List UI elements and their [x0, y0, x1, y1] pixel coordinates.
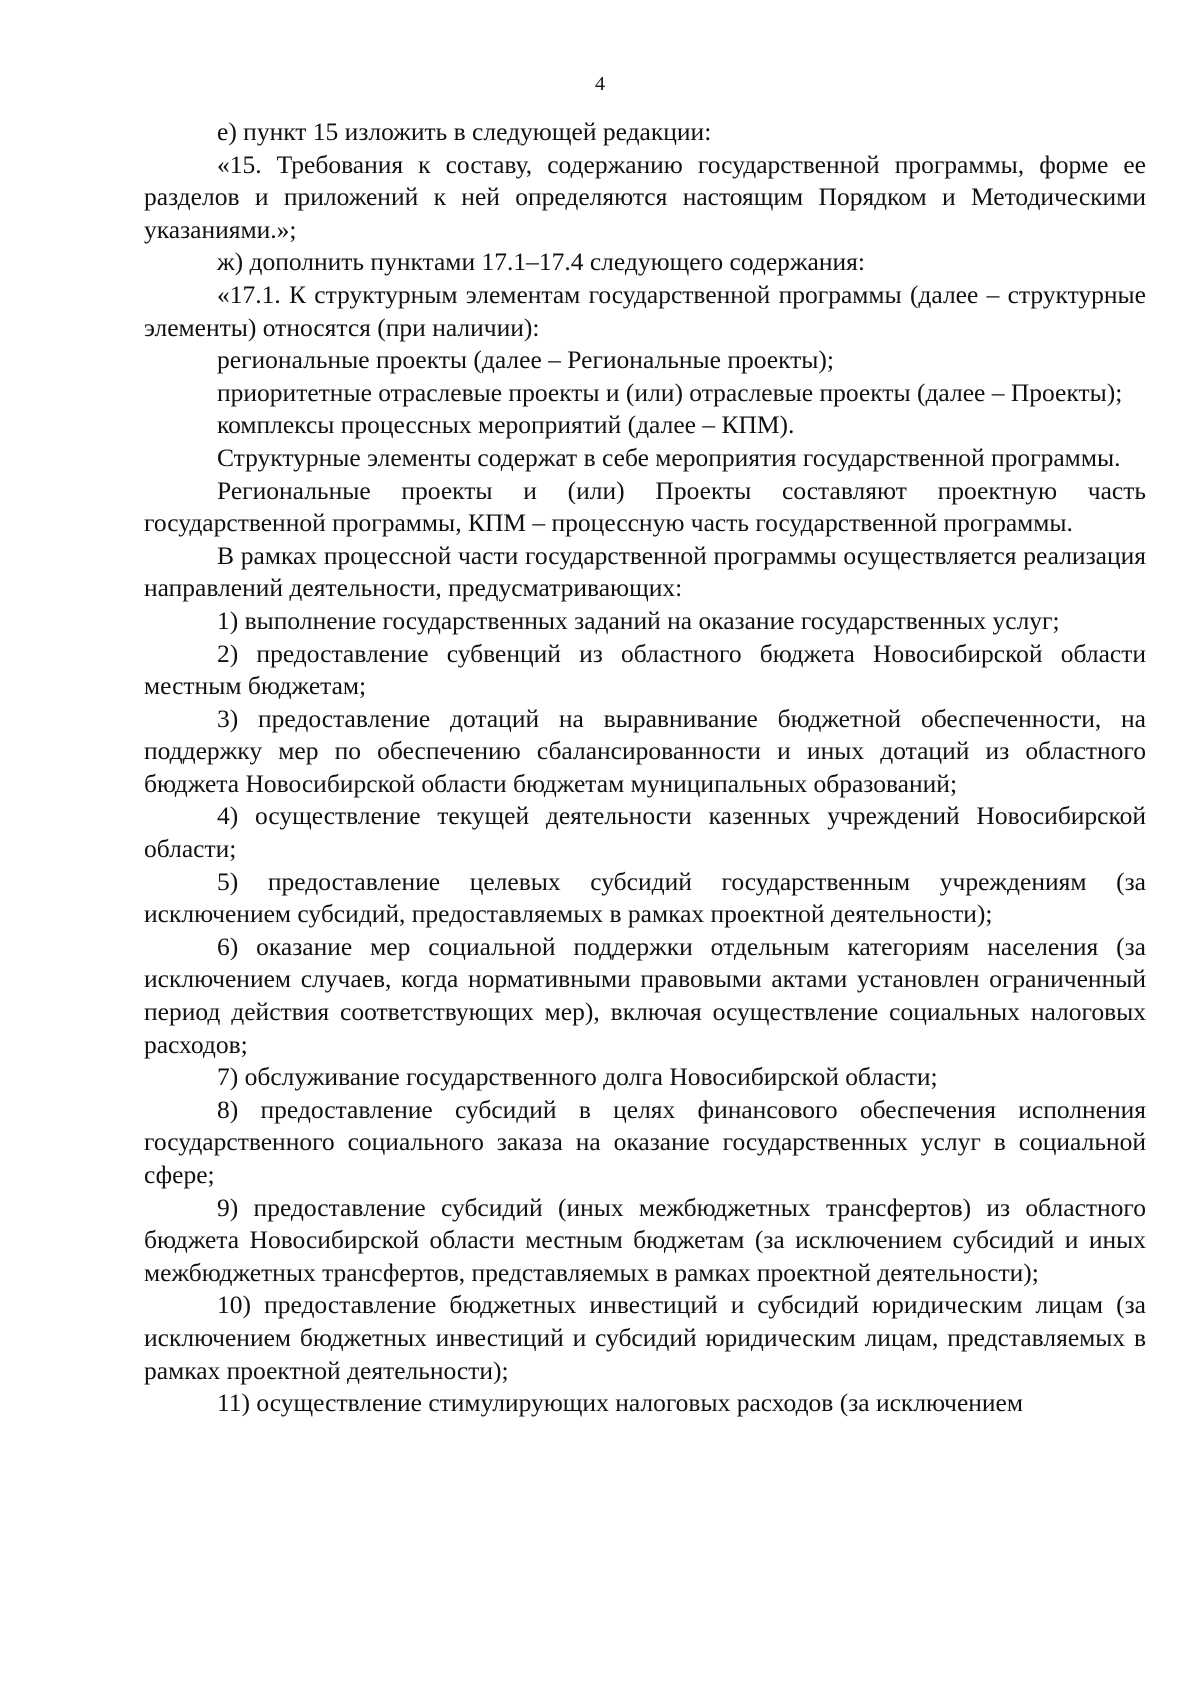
paragraph-clause-15: «15. Требования к составу, содержанию государственной программы, форме ее разделов и приложений к ней определяются настоящим Порядком и Методическими указаниями.»; [144, 149, 1146, 244]
paragraph-structural-elements: Структурные элементы содержат в себе мероприятия государственной программы. [217, 442, 1121, 472]
list-item-10: 10) предоставление бюджетных инвестиций и субсидий юридическим лицам (за исключением бюджетных инвестиций и субсидий юридическим лицам, представляемых в рамках проектной деятельности); [144, 1290, 1146, 1385]
list-item-2: 2) предоставление субвенций из областного бюджета Новосибирской области местным бюджетам; [144, 638, 1146, 701]
list-item-7: 7) обслуживание государственного долга Новосибирской области; [217, 1062, 938, 1092]
list-item-3: 3) предоставление дотаций на выравнивание бюджетной обеспеченности, на поддержку мер по обеспечению сбалансированности и иных дотаций из областного бюджета Новосибирской области бюджетам муниципальных образований; [144, 703, 1146, 798]
paragraph-item-zh: ж) дополнить пунктами 17.1–17.4 следующего содержания: [217, 247, 865, 277]
list-item-9: 9) предоставление субсидий (иных межбюджетных трансфертов) из областного бюджета Новосибирской области местным бюджетам (за исключением субсидий и иных межбюджетных трансфертов, представляемых в рамках проектной деятельности); [144, 1192, 1146, 1287]
paragraph-priority-projects: приоритетные отраслевые проекты и (или) отраслевые проекты (далее – Проекты); [217, 377, 1123, 407]
paragraph-kpm: комплексы процессных мероприятий (далее – КПМ). [217, 410, 795, 440]
paragraph-clause-17-1: «17.1. К структурным элементам государственной программы (далее – структурные элементы) относятся (при наличии): [144, 279, 1146, 342]
list-item-4: 4) осуществление текущей деятельности казенных учреждений Новосибирской области; [144, 801, 1146, 864]
document-body [144, 116, 1146, 1420]
paragraph-process-part: В рамках процессной части государственной программы осуществляется реализация направлений деятельности, предусматривающих: [144, 540, 1146, 603]
list-item-11: 11) осуществление стимулирующих налоговых расходов (за исключением [217, 1388, 1024, 1418]
paragraph-project-part: Региональные проекты и (или) Проекты составляют проектную часть государственной программы, КПМ – процессную часть государственной программы. [144, 475, 1146, 538]
list-item-6: 6) оказание мер социальной поддержки отдельным категориям населения (за исключением случаев, когда нормативными правовыми актами установлен ограниченный период действия соответствующих мер), включая осуществление социальных налоговых расходов; [144, 931, 1146, 1059]
list-item-1: 1) выполнение государственных заданий на оказание государственных услуг; [217, 605, 1060, 635]
page-number: 4 [595, 73, 605, 95]
paragraph-regional-projects: региональные проекты (далее – Региональные проекты); [217, 345, 835, 375]
list-item-8: 8) предоставление субсидий в целях финансового обеспечения исполнения государственного социального заказа на оказание государственных услуг в социальной сфере; [144, 1094, 1146, 1189]
list-item-5: 5) предоставление целевых субсидий государственным учреждениям (за исключением субсидий, предоставляемых в рамках проектной деятельности); [144, 866, 1146, 929]
paragraph-item-e: е) пункт 15 изложить в следующей редакции: [217, 117, 712, 146]
